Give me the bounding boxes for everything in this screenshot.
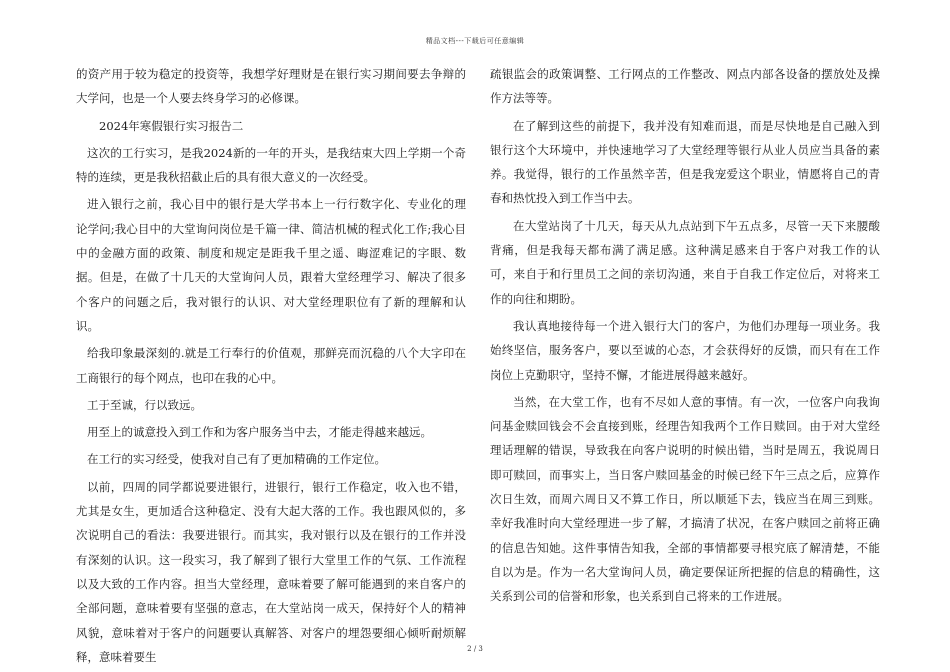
paragraph: 用至上的诚意投入到工作和为客户服务当中去，才能走得越来越远。	[87, 425, 432, 440]
paragraph: 疏银监会的政策调整、工行网点的工作整改、网点内部各设备的摆放处及操作方法等等。	[490, 67, 880, 106]
right-column	[490, 62, 880, 612]
left-column	[76, 62, 466, 672]
paragraph: 以前，四周的同学都说要进银行，进银行，银行工作稳定，收入也不错，尤其是女生，更加适合这种稳定、没有大起大落的工作。我也跟风似的，多次说明自己的看法：我要进银行。而其实，我对银行以及在银行的工作并没有深刻的认识。这一段实习，我了解到了银行大堂里工作的气氛、工作流程以及大致的工作内容。担当大堂经理，意味着要了解可能遇到的来自客户的全部问题，意味着要有坚强的意志，在大堂站岗一成天，保持好个人的精神风貌，意味着对于客户的问题要认真解答、对客户的埋怨要细心倾听耐烦解释，意味着要生	[76, 479, 466, 664]
paragraph: 给我印象最深刻的.就是工行奉行的价值观，那鲜亮而沉稳的八个大字印在工商银行的每个网点，也印在我的心中。	[76, 346, 466, 385]
paragraph: 的资产用于较为稳定的投资等，我想学好理财是在银行实习期间要去争辩的大学问，也是一个人要去终身学习的必修课。	[76, 67, 466, 106]
paragraph: 在了解到这些的前提下，我并没有知难而退，而是尽快地是自己融入到银行这个大环境中，并快速地学习了大堂经理等银行从业人员应当具备的素养。我觉得，银行的工作虽然辛苦，但是我宠爱这个职业，情愿将自己的青春和热忱投入到工作当中去。	[490, 118, 880, 206]
paragraph: 我认真地接待每一个进入银行大门的客户，为他们办理每一项业务。我始终坚信，服务客户，要以至诚的心态，才会获得好的反馈，而只有在工作岗位上克勤职守，坚持不懈，才能进展得越来越好。	[490, 318, 880, 382]
paragraph: 这次的工行实习，是我2024新的一年的开头，是我结束大四上学期一个奇特的连续，更是我秋招截止后的具有很大意义的一次经受。	[76, 145, 466, 185]
paragraph: 进入银行之前，我心目中的银行是大学书本上一行行数字化、专业化的理论学问;我心目中的大堂询问岗位是千篇一律、简洁机械的程式化工作;我心目中的金融方面的政策、制度和规定是距我千里之遥、晦涩难记的字眼、数据。但是，在做了十几天的大堂询问人员，跟着大堂经理学习、解决了很多个客户的问题之后，我对银行的认识、对大堂经理职位有了新的理解和认识。	[76, 197, 466, 333]
paragraph: 当然，在大堂工作，也有不尽如人意的事情。有一次，一位客户向我询问基金赎回钱会不会直接到账，经理告知我两个工作日赎回。由于对大堂经理话理解的错误，导致我在向客户说明的时候出错，当时是周五，我说周日即可赎回，而事实上，当日客户赎回基金的时候已经下午三点之后，应算作次日生效，而周六周日又不算工作日，所以顺延下去，钱应当在周三到账。幸好我准时向大堂经理进一步了解，才搞清了状况，在客户赎回之前将正确的信息告知她。这件事情告知我，全部的事情都要寻根究底了解清楚，不能自以为是。作为一名大堂询问人员，确定要保证所把握的信息的精确性，这关系到公司的信誉和形象，也关系到自己将来的工作进展。	[490, 394, 880, 604]
paragraph: 在工行的实习经受，使我对自己有了更加精确的工作定位。	[87, 452, 386, 467]
paragraph: 工于至诚，行以致远。	[87, 397, 202, 412]
page-header: 精品文档---下载后可任意编辑	[425, 37, 525, 45]
section-heading: 2024年寒假银行实习报告二	[99, 118, 244, 133]
paragraph: 在大堂站岗了十几天，每天从九点站到下午五点多，尽管一天下来腰酸背痛，但是我每天都布满了满足感。这种满足感来自于客户对我工作的认可，来自于和行里员工之间的亲切沟通，来自于自我工作定位后，对将来工作的向往和期盼。	[490, 218, 880, 306]
page-number: 2 / 3	[467, 645, 483, 653]
